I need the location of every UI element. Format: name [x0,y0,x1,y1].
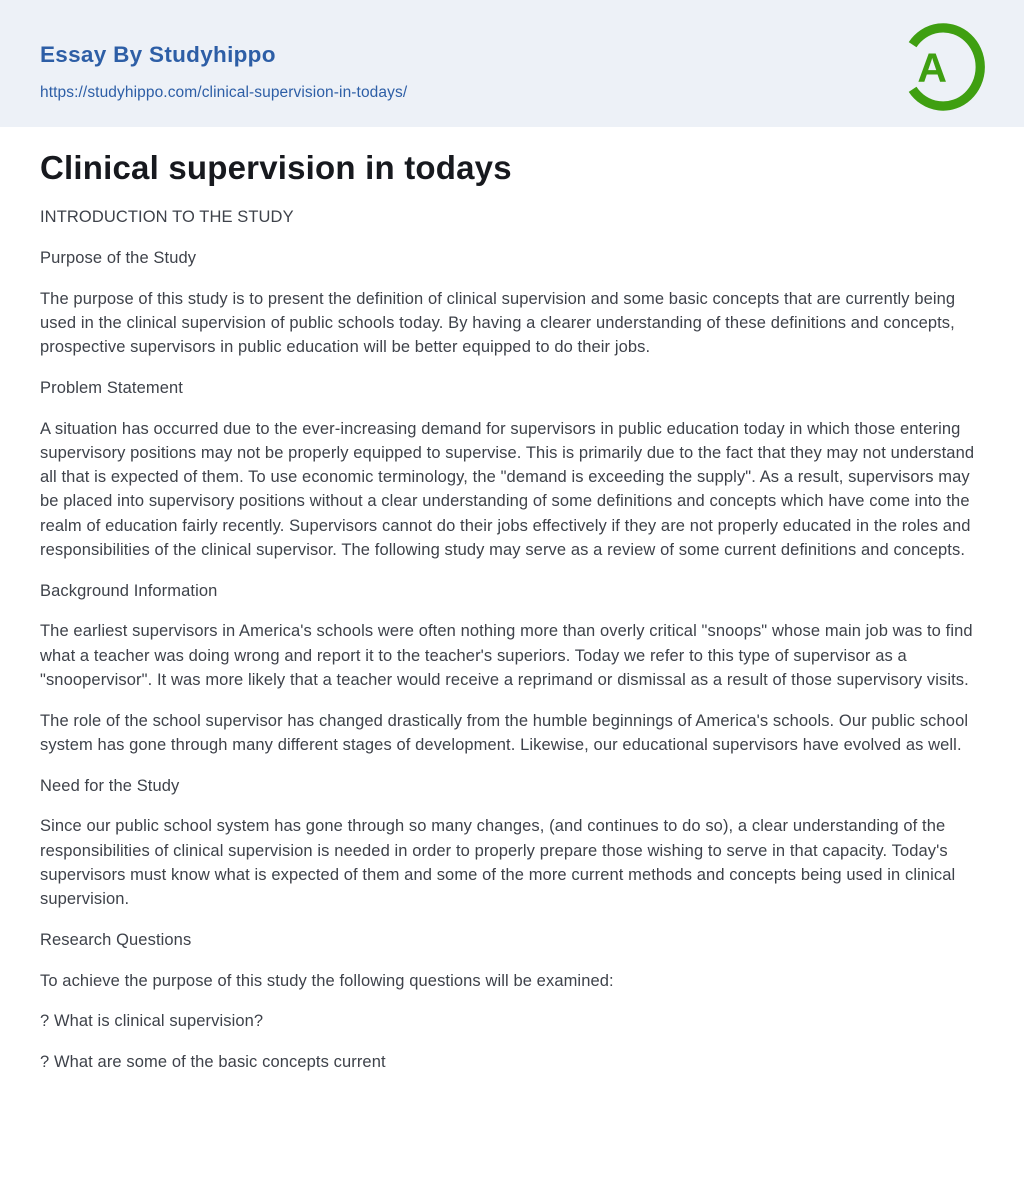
section-label: Background Information [40,581,218,600]
paragraph: Since our public school system has gone through so many changes, (and continues to do so), a clear understanding of the responsibilities of clinical supervision is needed in order to properly prepare those wishing to serve in that capacity. Today's supervisors must know what is expected of them and some of the more current methods and concepts being used in clinical supervision. [40,817,956,908]
section-label: Purpose of the Study [40,248,197,267]
paragraph: The role of the school supervisor has changed drastically from the humble beginnings of America's schools. Our public school system has gone through many different stages of development. Likewise, our educational supervisors have evolved as well. [40,711,969,754]
section-label: Need for the Study [40,776,180,795]
header [0,0,1024,127]
section-label: INTRODUCTION TO THE STUDY [40,208,294,226]
header-text-block [40,42,407,102]
section-label: Problem Statement [40,378,183,397]
site-title: Essay By Studyhippo [40,41,276,67]
logo-ring-icon [900,21,986,111]
page-title: Clinical supervision in todays [40,149,512,186]
research-question: ? What is clinical supervision? [40,1012,264,1031]
article [0,127,1024,1074]
paragraph: The purpose of this study is to present the definition of clinical supervision and some basic concepts that are currently being used in the clinical supervision of public schools today. By having a clearer understanding of these definitions and concepts, prospective supervisors in public education will be better equipped to do their jobs. [40,289,956,356]
research-question: ? What are some of the basic concepts current [40,1053,386,1071]
paragraph: To achieve the purpose of this study the following questions will be examined: [40,971,614,990]
section-label: Research Questions [40,930,192,949]
studyhippo-logo [900,21,986,111]
paragraph: A situation has occurred due to the ever-increasing demand for supervisors in public education today in which those entering supervisory positions may not be properly equipped to supervise. This is primarily due to the fact that they may not understand all that is expected of them. To use economic terminology, the "demand is exceeding the supply". As a result, supervisors may be placed into supervisory positions without a clear understanding of some definitions and concepts which have come into the realm of education fairly recently. Supervisors cannot do their jobs effectively if they are not properly educated in the roles and responsibilities of the clinical supervisor. The following study may serve as a review of some current definitions and concepts. [40,419,975,559]
page-url-link[interactable]: https://studyhippo.com/clinical-supervision-in-todays/ [40,83,408,101]
paragraph: The earliest supervisors in America's schools were often nothing more than overly critical "snoops" whose main job was to find what a teacher was doing wrong and report it to the teacher's superiors. Today we refer to this type of supervisor as a "snoopervisor". It was more likely that a teacher would receive a reprimand or dismissal as a result of those supervisory visits. [40,622,973,689]
logo-letter: A [917,44,948,91]
